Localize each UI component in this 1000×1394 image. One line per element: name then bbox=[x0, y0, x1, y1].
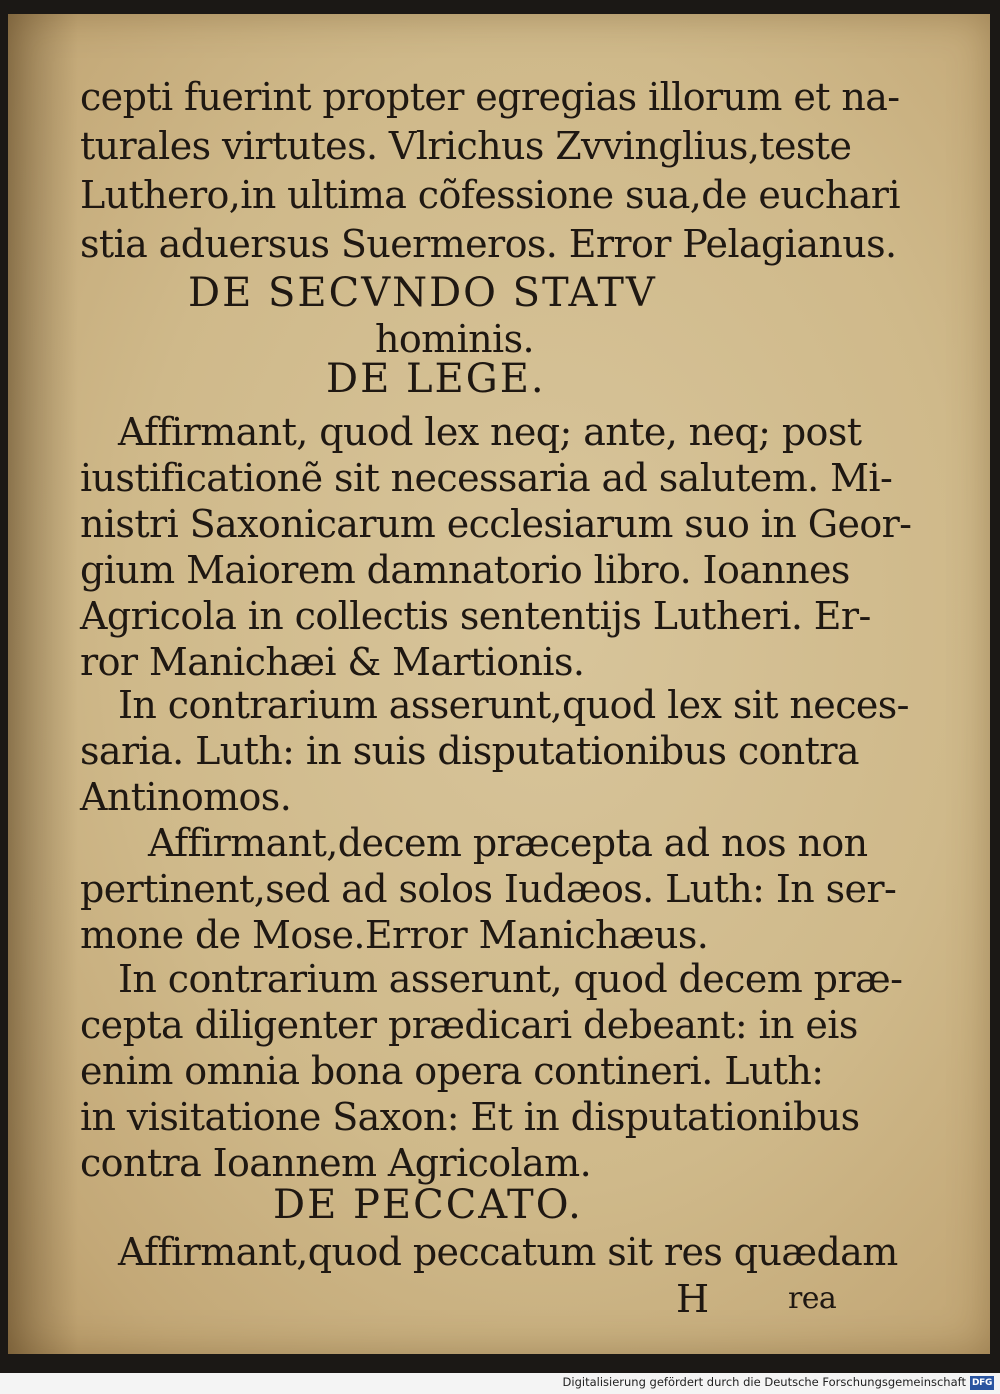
text-line: pertinent,sed ad solos Iudæos. Luth: In ser- bbox=[80, 867, 897, 911]
footer-bar bbox=[0, 1373, 1000, 1394]
section-heading: DE LEGE. bbox=[326, 356, 546, 402]
text-line: cepta diligenter prædicari debeant: in eis bbox=[80, 1003, 858, 1047]
funding-credit: Digitalisierung gefördert durch die Deutsche Forschungsgemeinschaft bbox=[562, 1375, 966, 1389]
text-line: turales virtutes. Vlrichus Zvvinglius,teste bbox=[80, 124, 852, 168]
text-line: mone de Mose.Error Manichæus. bbox=[80, 913, 709, 957]
book-page bbox=[8, 14, 990, 1354]
text-line: contra Ioannem Agricolam. bbox=[80, 1141, 592, 1185]
text-line: Affirmant,decem præcepta ad nos non bbox=[148, 821, 868, 865]
text-line: enim omnia bona opera contineri. Luth: bbox=[80, 1049, 824, 1093]
text-line: Agricola in collectis sententijs Lutheri. Er- bbox=[80, 594, 871, 638]
text-line: In contrarium asserunt, quod decem præ- bbox=[118, 957, 903, 1001]
text-line: gium Maiorem damnatorio libro. Ioannes bbox=[80, 548, 850, 592]
text-line: In contrarium asserunt,quod lex sit neces- bbox=[118, 683, 909, 727]
catchword: rea bbox=[788, 1281, 837, 1316]
text-line: Affirmant,quod peccatum sit res quædam bbox=[118, 1230, 898, 1274]
text-line: Antinomos. bbox=[80, 775, 292, 819]
text-line: stia aduersus Suermeros. Error Pelagianus. bbox=[80, 222, 897, 266]
text-line: in visitatione Saxon: Et in disputationibus bbox=[80, 1095, 860, 1139]
signature-mark: H bbox=[676, 1277, 709, 1321]
page-gutter-shadow bbox=[8, 14, 78, 1354]
text-line: Luthero,in ultima cõfessione sua,de euchari bbox=[80, 173, 900, 217]
text-line: iustificationẽ sit necessaria ad salutem. Mi- bbox=[80, 456, 893, 500]
text-line: nistri Saxonicarum ecclesiarum suo in Geor- bbox=[80, 502, 912, 546]
text-line: Affirmant, quod lex neq; ante, neq; post bbox=[118, 410, 862, 454]
text-line: ror Manichæi & Martionis. bbox=[80, 640, 585, 684]
section-heading: DE PECCATO. bbox=[273, 1182, 583, 1228]
text-line: cepti fuerint propter egregias illorum et na- bbox=[80, 75, 900, 119]
dfg-logo: DFG bbox=[971, 1378, 993, 1388]
text-line: saria. Luth: in suis disputationibus contra bbox=[80, 729, 859, 773]
section-heading: DE SECVNDO STATV bbox=[188, 270, 657, 316]
section-subheading: hominis. bbox=[375, 317, 534, 361]
